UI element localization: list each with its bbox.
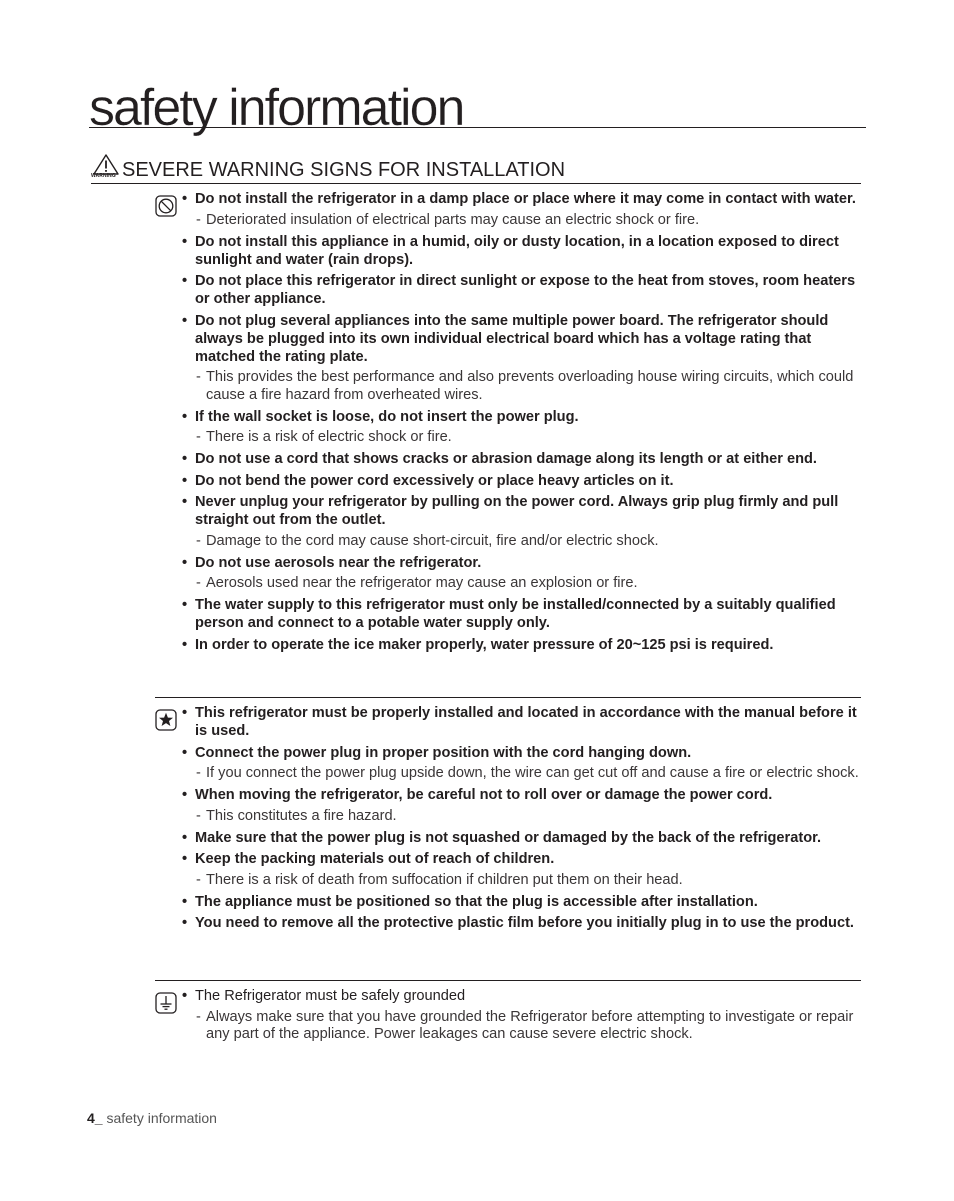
- list-item: • Do not install the refrigerator in a damp place or place where it may come in contact with water.: [182, 190, 862, 208]
- grounding-list: [182, 987, 862, 1047]
- list-item: • In order to operate the ice maker properly, water pressure of 20~125 psi is required.: [182, 636, 862, 654]
- list-item: • Do not install this appliance in a humid, oily or dusty location, in a location exposed to direct sunlight and water (rain drops).: [182, 233, 862, 269]
- warning-triangle-icon: [91, 154, 121, 182]
- list-item: • When moving the refrigerator, be careful not to roll over or damage the power cord.: [182, 786, 862, 804]
- page-title: safety information: [89, 79, 464, 137]
- list-item: • Make sure that the power plug is not squashed or damaged by the back of the refrigerator.: [182, 829, 862, 847]
- list-item: • Do not plug several appliances into the same multiple power board. The refrigerator should always be plugged into its own individual electrical board which has a voltage rating that matched the rating plate.: [182, 312, 862, 366]
- list-item: • Do not use aerosols near the refrigerator.: [182, 554, 862, 572]
- list-item: • Never unplug your refrigerator by pulling on the power cord. Always grip plug firmly and pull straight out from the outlet.: [182, 493, 862, 529]
- list-note: - Aerosols used near the refrigerator may cause an explosion or fire.: [182, 575, 862, 593]
- list-item: • Keep the packing materials out of reach of children.: [182, 850, 862, 868]
- list-item: • This refrigerator must be properly installed and located in accordance with the manual before it is used.: [182, 704, 862, 740]
- star-important-icon: [155, 709, 177, 731]
- section-heading-text: SEVERE WARNING SIGNS FOR INSTALLATION: [122, 159, 566, 181]
- list-note: - Always make sure that you have grounded the Refrigerator before attempting to investigate or repair any part of the appliance. Power leakages can cause severe electric shock.: [182, 1009, 862, 1044]
- page-footer: [87, 1110, 217, 1126]
- list-item: • The appliance must be positioned so that the plug is accessible after installation.: [182, 893, 862, 911]
- group-divider: [155, 697, 861, 698]
- ground-icon: [155, 992, 177, 1014]
- warning-caption: WARNING: [91, 173, 116, 179]
- list-item: • Do not place this refrigerator in direct sunlight or expose to the heat from stoves, room heaters or other appliance.: [182, 272, 862, 308]
- list-note: - There is a risk of electric shock or fire.: [182, 429, 862, 447]
- list-note: - This provides the best performance and also prevents overloading house wiring circuits, which could cause a fire hazard from overheated wires.: [182, 369, 862, 404]
- list-item: • Do not bend the power cord excessively or place heavy articles on it.: [182, 472, 862, 490]
- list-item: • You need to remove all the protective plastic film before you initially plug in to use the product.: [182, 914, 862, 932]
- list-note: - Deteriorated insulation of electrical parts may cause an electric shock or fire.: [182, 212, 862, 230]
- list-note: - This constitutes a fire hazard.: [182, 808, 862, 826]
- group-divider: [155, 980, 861, 981]
- list-note: - If you connect the power plug upside down, the wire can get cut off and cause a fire or electric shock.: [182, 765, 862, 783]
- list-item: • The Refrigerator must be safely grounded: [182, 987, 862, 1005]
- heading-divider: [91, 183, 861, 184]
- footer-label: safety information: [106, 1110, 217, 1126]
- list-note: - Damage to the cord may cause short-circuit, fire and/or electric shock.: [182, 533, 862, 551]
- page-number: 4_: [87, 1110, 103, 1126]
- prohibited-icon: [155, 195, 177, 217]
- section-heading: [91, 154, 861, 184]
- list-item: • If the wall socket is loose, do not insert the power plug.: [182, 408, 862, 426]
- prohibition-list: [182, 190, 862, 657]
- list-item: • Connect the power plug in proper position with the cord hanging down.: [182, 744, 862, 762]
- list-item: • Do not use a cord that shows cracks or abrasion damage along its length or at either end.: [182, 450, 862, 468]
- list-note: - There is a risk of death from suffocation if children put them on their head.: [182, 872, 862, 890]
- list-item: • The water supply to this refrigerator must only be installed/connected by a suitably qualified person and connect to a potable water supply only.: [182, 596, 862, 632]
- important-list: [182, 704, 862, 936]
- title-divider: [89, 127, 866, 128]
